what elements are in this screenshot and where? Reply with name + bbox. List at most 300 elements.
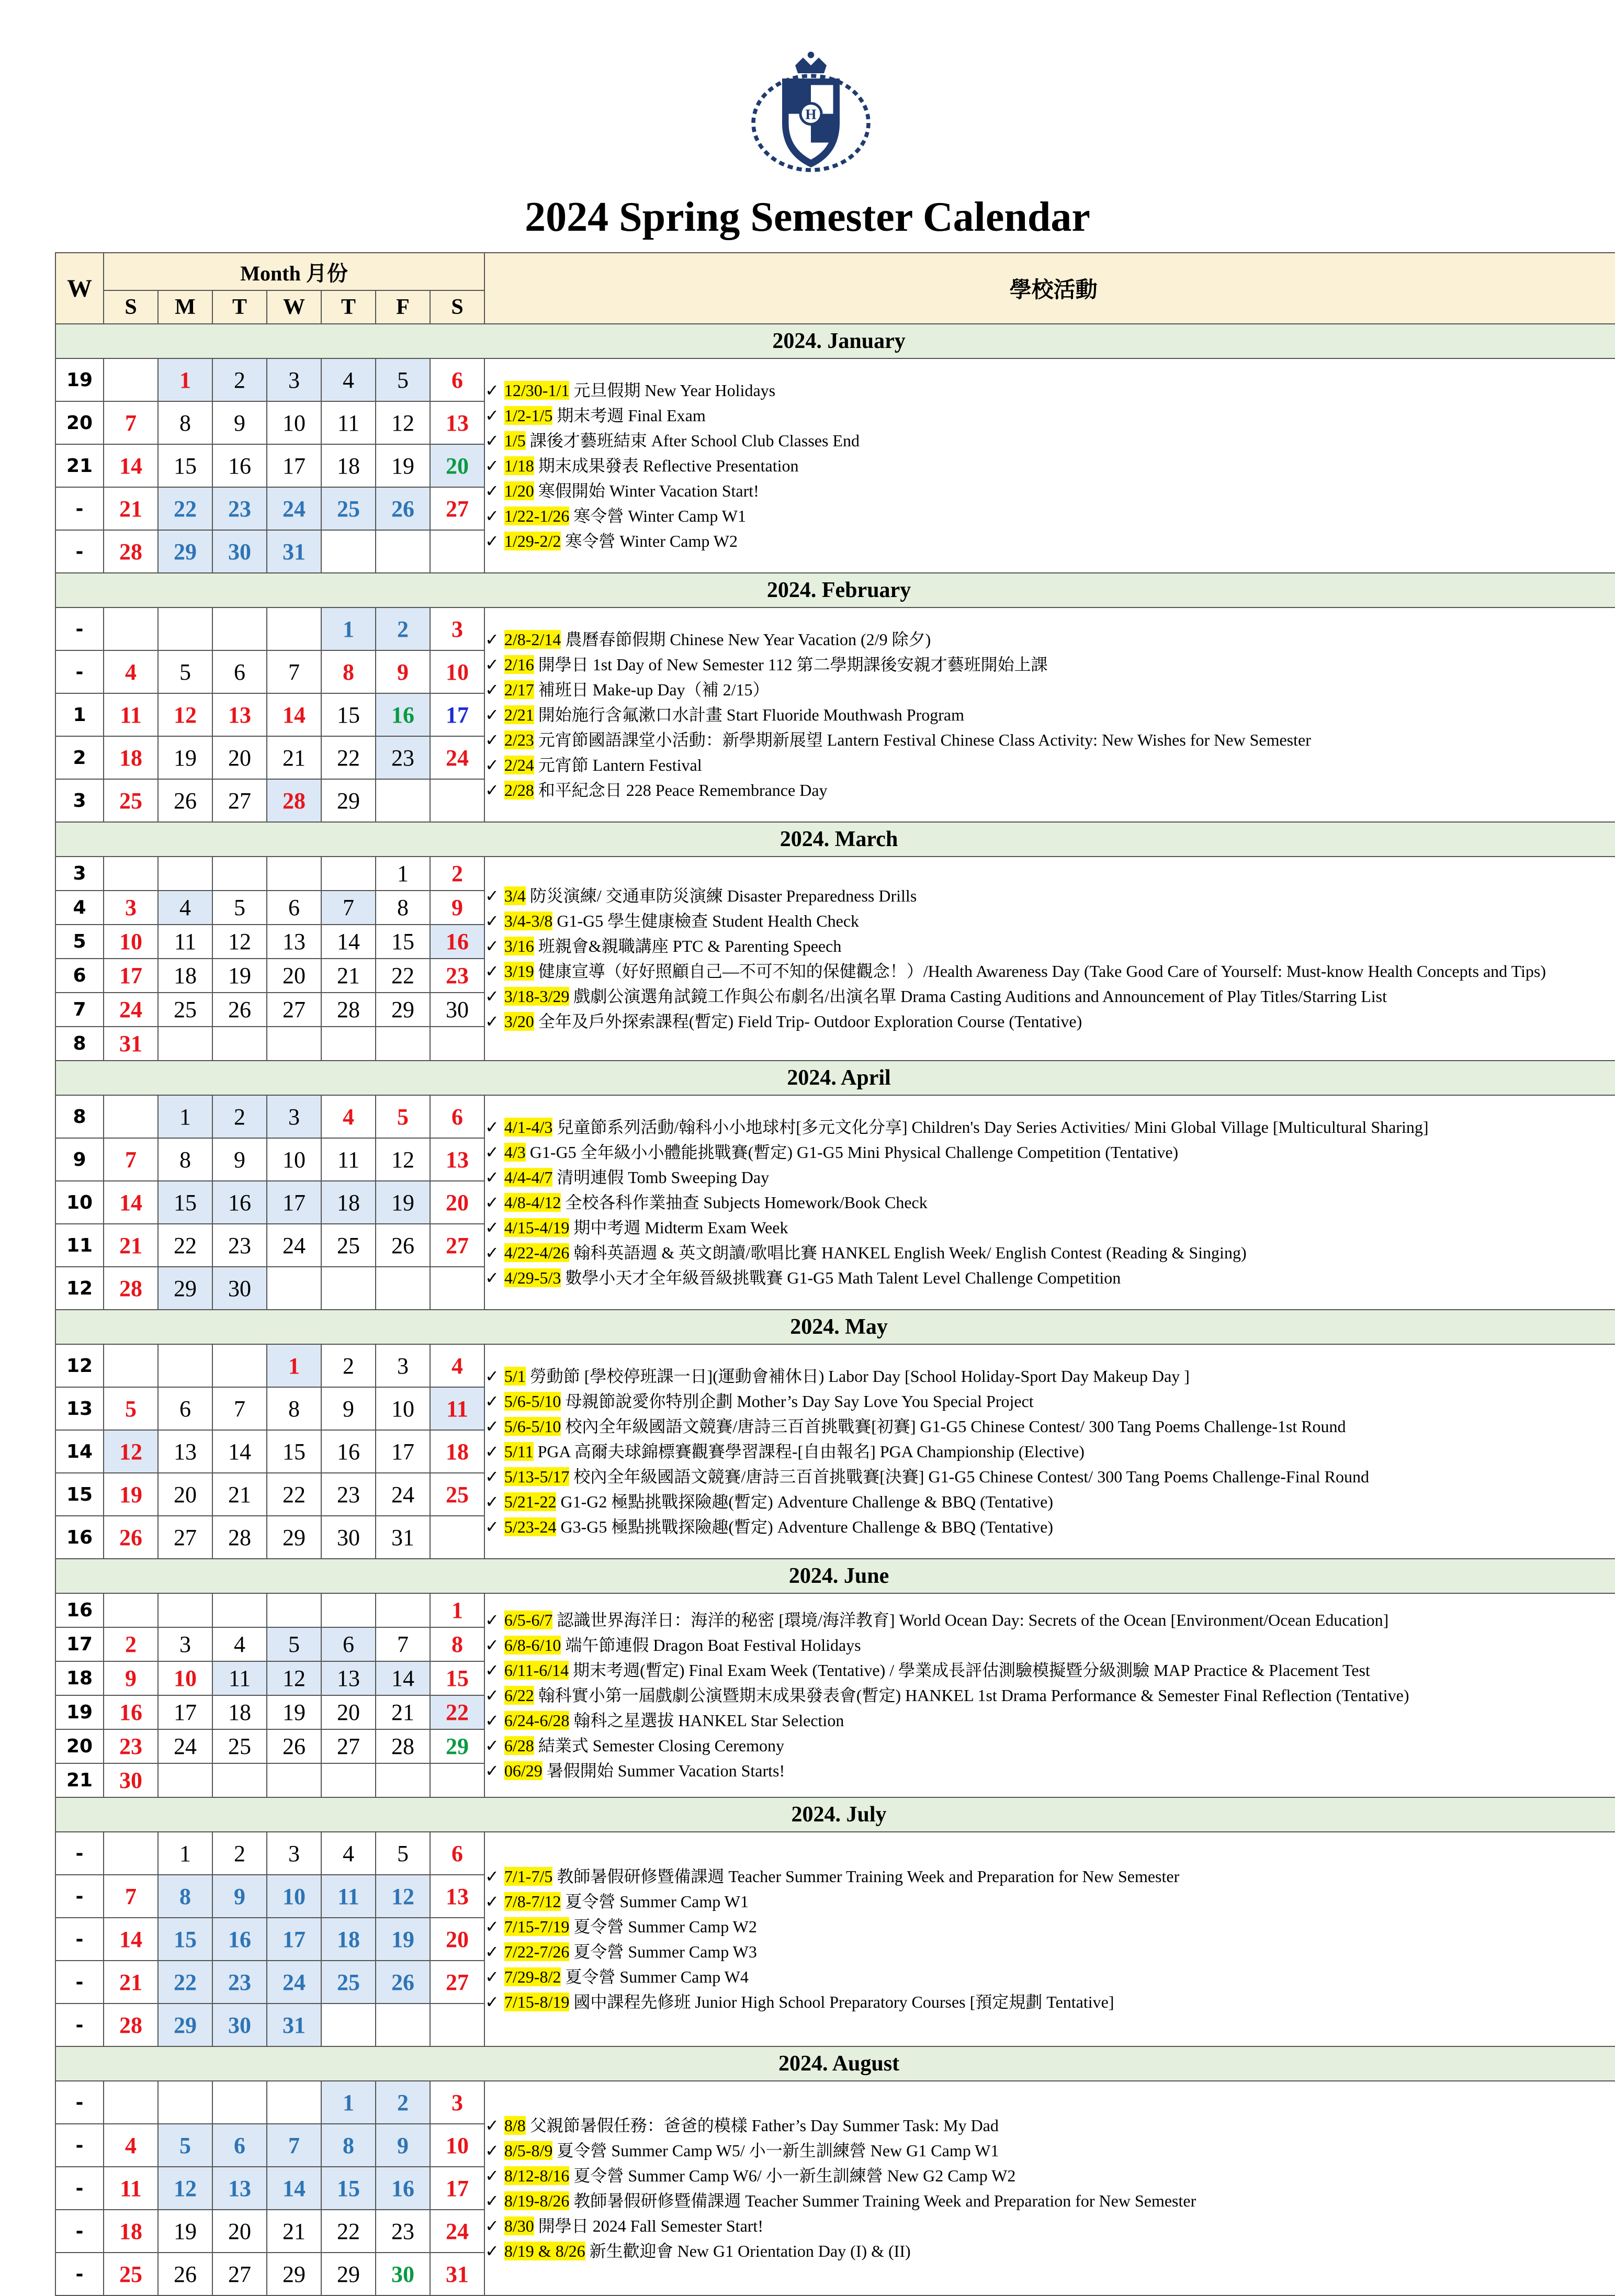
day-cell <box>321 1763 376 1797</box>
activity-text: 校內全年級國語文競賽/唐詩三百首挑戰賽[初賽] G1-G5 Chinese Contest/ 300 Tang Poems Challenge-1st Round <box>565 1417 1346 1436</box>
day-cell: 20 <box>158 1473 212 1516</box>
day-cell: 26 <box>376 1224 430 1267</box>
activities-cell <box>484 857 1615 1061</box>
day-cell: 2 <box>321 1344 376 1387</box>
activity-date: 7/15-8/19 <box>504 1993 570 2011</box>
day-cell <box>212 1763 267 1797</box>
activity-item <box>485 2188 1615 2213</box>
activity-item <box>485 403 1615 428</box>
day-cell: 26 <box>376 1961 430 2004</box>
activity-date: 2/24 <box>504 756 534 774</box>
activity-date: 4/4-4/7 <box>504 1168 553 1187</box>
activity-text: 期末成果發表 Reflective Presentation <box>538 456 799 475</box>
activity-item <box>485 702 1615 727</box>
activity-date: 8/12-8/16 <box>504 2166 570 2185</box>
day-cell: 4 <box>104 650 158 693</box>
day-cell: 1 <box>321 607 376 650</box>
day-cell: 16 <box>430 925 484 959</box>
activity-text: 寒令營 Winter Camp W2 <box>565 532 738 550</box>
activity-text: 結業式 Semester Closing Ceremony <box>538 1736 784 1755</box>
activity-date: 8/5-8/9 <box>504 2141 553 2160</box>
month-header-row <box>55 1061 1615 1095</box>
check-icon: ✓ <box>485 2115 499 2135</box>
day-cell <box>267 2081 321 2124</box>
day-cell: 7 <box>104 1875 158 1918</box>
day-cell <box>267 1763 321 1797</box>
activity-text: 補班日 Make-up Day（補 2/15） <box>538 680 770 699</box>
day-cell: 1 <box>321 2081 376 2124</box>
day-cell: 3 <box>104 891 158 925</box>
activity-text: 開學日 2024 Fall Semester Start! <box>538 2216 763 2235</box>
activity-date: 6/24-6/28 <box>504 1711 570 1730</box>
week-number: 1 <box>55 693 104 736</box>
check-icon: ✓ <box>485 1660 499 1680</box>
week-row <box>55 857 1615 891</box>
day-cell: 31 <box>376 1516 430 1559</box>
day-cell: 22 <box>321 736 376 779</box>
activity-text: 教師暑假研修暨備課週 Teacher Summer Training Week and Preparation for New Semester <box>557 1867 1180 1886</box>
activity-text: 夏令營 Summer Camp W6/ 小一新生訓練營 New G2 Camp W2 <box>573 2166 1016 2185</box>
day-cell: 19 <box>376 1181 430 1224</box>
activity-text: 全年及戶外探索課程(暫定) Field Trip- Outdoor Exploration Course (Tentative) <box>538 1012 1082 1031</box>
day-cell: 8 <box>321 650 376 693</box>
day-cell: 7 <box>212 1387 267 1430</box>
activity-date: 1/2-1/5 <box>504 406 553 425</box>
week-number: - <box>55 530 104 573</box>
check-icon: ✓ <box>485 780 499 800</box>
day-cell <box>212 607 267 650</box>
check-icon: ✓ <box>485 2141 499 2160</box>
day-cell: 22 <box>430 1695 484 1729</box>
day-cell <box>158 1593 212 1627</box>
activity-date: 5/13-5/17 <box>504 1467 570 1486</box>
day-cell: 2 <box>376 607 430 650</box>
check-icon: ✓ <box>485 2191 499 2211</box>
activity-list <box>485 1364 1615 1539</box>
day-cell: 12 <box>267 1661 321 1695</box>
activity-item <box>485 503 1615 528</box>
week-number: 3 <box>55 779 104 822</box>
activity-item <box>485 378 1615 403</box>
day-cell: 21 <box>376 1695 430 1729</box>
activity-item <box>485 478 1615 503</box>
day-cell: 4 <box>321 358 376 401</box>
week-number: 14 <box>55 1430 104 1473</box>
activity-item <box>485 528 1615 554</box>
day-cell: 2 <box>212 1832 267 1875</box>
day-cell: 8 <box>158 1875 212 1918</box>
day-cell: 8 <box>267 1387 321 1430</box>
week-number: 21 <box>55 444 104 487</box>
check-icon: ✓ <box>485 2241 499 2261</box>
day-header-wed: W <box>267 290 321 324</box>
week-number: - <box>55 1875 104 1918</box>
day-cell: 6 <box>212 650 267 693</box>
activity-list <box>485 627 1615 803</box>
check-icon: ✓ <box>485 755 499 775</box>
activity-item <box>485 1633 1615 1658</box>
activity-item <box>485 778 1615 803</box>
activity-text: 清明連假 Tomb Sweeping Day <box>557 1168 770 1187</box>
day-cell: 21 <box>104 1224 158 1267</box>
week-number: - <box>55 2004 104 2046</box>
week-number: - <box>55 607 104 650</box>
day-cell: 2 <box>104 1627 158 1661</box>
day-cell: 30 <box>321 1516 376 1559</box>
activity-text: 夏令營 Summer Camp W4 <box>565 1967 749 1986</box>
day-cell: 11 <box>104 693 158 736</box>
day-cell: 2 <box>376 2081 430 2124</box>
day-cell: 7 <box>321 891 376 925</box>
day-cell: 20 <box>267 959 321 993</box>
day-cell: 30 <box>104 1763 158 1797</box>
day-cell: 9 <box>376 2124 430 2167</box>
activity-item <box>485 1190 1615 1215</box>
day-cell <box>267 1027 321 1061</box>
day-cell: 1 <box>158 1832 212 1875</box>
week-number: - <box>55 2124 104 2167</box>
day-cell: 16 <box>212 1918 267 1961</box>
day-cell <box>212 857 267 891</box>
activity-date: 3/18-3/29 <box>504 987 570 1006</box>
activities-cell <box>484 1593 1615 1797</box>
day-cell: 15 <box>158 1918 212 1961</box>
day-cell: 28 <box>212 1516 267 1559</box>
day-cell: 18 <box>212 1695 267 1729</box>
day-cell: 20 <box>430 444 484 487</box>
check-icon: ✓ <box>485 1892 499 1911</box>
activity-text: PGA 高爾夫球錦標賽觀賽學習課程-[自由報名] PGA Championship (Elective) <box>537 1442 1085 1461</box>
activity-text: 防災演練/ 交通車防災演練 Disaster Preparedness Drills <box>529 886 917 905</box>
day-cell <box>158 607 212 650</box>
day-cell: 27 <box>212 2253 267 2295</box>
activity-date: 8/19 & 8/26 <box>504 2242 585 2260</box>
day-cell: 27 <box>430 487 484 530</box>
day-cell: 24 <box>267 1224 321 1267</box>
week-number: 12 <box>55 1344 104 1387</box>
day-cell: 22 <box>158 1961 212 2004</box>
activities-cell <box>484 2081 1615 2295</box>
day-cell: 18 <box>321 444 376 487</box>
day-cell: 12 <box>158 2167 212 2210</box>
activity-item <box>485 933 1615 959</box>
day-cell: 7 <box>104 401 158 444</box>
week-number: 17 <box>55 1627 104 1661</box>
day-cell: 29 <box>321 2253 376 2295</box>
week-row <box>55 2081 1615 2124</box>
day-cell: 14 <box>321 925 376 959</box>
day-cell: 30 <box>212 2004 267 2046</box>
activity-item <box>485 1389 1615 1414</box>
day-cell: 21 <box>104 487 158 530</box>
day-cell: 13 <box>212 2167 267 2210</box>
check-icon: ✓ <box>485 655 499 674</box>
day-cell: 5 <box>104 1387 158 1430</box>
day-cell <box>212 1344 267 1387</box>
check-icon: ✓ <box>485 1610 499 1630</box>
activity-text: 農曆春節假期 Chinese New Year Vacation (2/9 除夕) <box>565 630 931 649</box>
day-cell: 2 <box>430 857 484 891</box>
activity-item <box>485 1514 1615 1539</box>
week-row <box>55 1832 1615 1875</box>
activity-text: 翰科之星選拔 HANKEL Star Selection <box>573 1711 844 1730</box>
day-cell: 1 <box>158 358 212 401</box>
day-cell: 22 <box>158 487 212 530</box>
week-number: - <box>55 487 104 530</box>
activity-date: 8/30 <box>504 2216 534 2235</box>
day-cell: 14 <box>267 2167 321 2210</box>
activity-date: 3/4-3/8 <box>504 911 553 930</box>
day-cell: 18 <box>104 2210 158 2253</box>
activity-text: 和平紀念日 228 Peace Remembrance Day <box>538 781 828 800</box>
month-label: 2024. August <box>55 2046 1615 2081</box>
activity-text: 新生歡迎會 New G1 Orientation Day (I) & (II) <box>589 2242 911 2260</box>
day-cell: 29 <box>267 2253 321 2295</box>
activity-date: 2/23 <box>504 730 534 749</box>
day-cell: 24 <box>267 1961 321 2004</box>
day-cell: 9 <box>212 1875 267 1918</box>
day-cell: 21 <box>267 2210 321 2253</box>
svg-text:H: H <box>805 106 817 122</box>
day-cell: 9 <box>104 1661 158 1695</box>
activity-date: 5/11 <box>504 1442 534 1461</box>
day-cell: 15 <box>158 444 212 487</box>
check-icon: ✓ <box>485 506 499 526</box>
day-cell <box>321 2004 376 2046</box>
activity-date: 3/20 <box>504 1012 534 1031</box>
day-cell: 18 <box>321 1918 376 1961</box>
month-label: 2024. April <box>55 1061 1615 1095</box>
day-cell <box>430 1516 484 1559</box>
day-cell: 10 <box>267 401 321 444</box>
day-cell: 29 <box>158 1267 212 1310</box>
day-cell: 17 <box>158 1695 212 1729</box>
day-cell: 21 <box>267 736 321 779</box>
day-cell <box>267 1267 321 1310</box>
activity-text: 戲劇公演選角試鏡工作與公布劇名/出演名單 Drama Casting Auditions and Announcement of Play Titles/Starring List <box>573 987 1387 1006</box>
activity-item <box>485 1658 1615 1683</box>
activity-date: 2/16 <box>504 655 534 674</box>
day-cell: 23 <box>104 1729 158 1763</box>
day-cell <box>321 1267 376 1310</box>
day-cell: 12 <box>212 925 267 959</box>
activity-item <box>485 1989 1615 2014</box>
day-cell <box>158 1763 212 1797</box>
month-label: 2024. June <box>55 1559 1615 1593</box>
activity-item <box>485 1240 1615 1265</box>
day-cell: 7 <box>104 1138 158 1181</box>
month-header-row <box>55 1559 1615 1593</box>
day-cell: 23 <box>376 736 430 779</box>
activity-text: 校內全年級國語文競賽/唐詩三百首挑戰賽[決賽] G1-G5 Chinese Contest/ 300 Tang Poems Challenge-Final Round <box>573 1467 1369 1486</box>
week-number: 9 <box>55 1138 104 1181</box>
day-cell: 3 <box>430 2081 484 2124</box>
day-cell: 1 <box>267 1344 321 1387</box>
day-cell: 13 <box>158 1430 212 1473</box>
activity-date: 5/21-22 <box>504 1492 557 1511</box>
activity-list <box>485 883 1615 1034</box>
activity-text: 元宵節 Lantern Festival <box>538 756 702 774</box>
day-cell: 25 <box>321 1961 376 2004</box>
activity-item <box>485 1733 1615 1758</box>
activity-item <box>485 1009 1615 1034</box>
day-cell: 25 <box>104 779 158 822</box>
check-icon: ✓ <box>485 1442 499 1461</box>
check-icon: ✓ <box>485 1942 499 1962</box>
week-number: 16 <box>55 1593 104 1627</box>
day-cell: 27 <box>158 1516 212 1559</box>
day-cell: 27 <box>430 1961 484 2004</box>
activity-text: 夏令營 Summer Camp W2 <box>573 1917 757 1936</box>
day-cell <box>430 1267 484 1310</box>
check-icon: ✓ <box>485 1192 499 1212</box>
day-cell: 21 <box>212 1473 267 1516</box>
day-cell: 25 <box>321 1224 376 1267</box>
activity-text: 母親節說愛你特別企劃 Mother’s Day Say Love You Special Project <box>565 1392 1034 1411</box>
day-cell: 23 <box>212 487 267 530</box>
activity-text: 教師暑假研修暨備課週 Teacher Summer Training Week and Preparation for New Semester <box>573 2191 1196 2210</box>
calendar-header <box>55 253 1615 324</box>
day-cell: 13 <box>212 693 267 736</box>
day-header-tue: T <box>212 290 267 324</box>
day-cell: 9 <box>212 1138 267 1181</box>
day-cell: 26 <box>267 1729 321 1763</box>
activity-date: 7/15-7/19 <box>504 1917 570 1936</box>
day-cell: 17 <box>430 693 484 736</box>
calendar-body <box>55 324 1615 2295</box>
activity-date: 6/28 <box>504 1736 534 1755</box>
day-cell: 17 <box>267 1918 321 1961</box>
day-cell: 14 <box>212 1430 267 1473</box>
day-cell <box>321 530 376 573</box>
day-cell <box>158 2081 212 2124</box>
day-cell: 30 <box>430 993 484 1027</box>
day-cell: 4 <box>321 1832 376 1875</box>
day-cell <box>212 2081 267 2124</box>
day-cell: 5 <box>376 1095 430 1138</box>
activity-list <box>485 1115 1615 1290</box>
activities-column-header: 學校活動 <box>484 253 1615 324</box>
day-header-sat: S <box>430 290 484 324</box>
day-cell <box>430 2004 484 2046</box>
week-number: - <box>55 1918 104 1961</box>
day-cell: 24 <box>376 1473 430 1516</box>
check-icon: ✓ <box>485 1243 499 1263</box>
day-cell <box>104 1593 158 1627</box>
check-icon: ✓ <box>485 680 499 700</box>
day-cell: 3 <box>430 607 484 650</box>
week-number: 11 <box>55 1224 104 1267</box>
week-number: - <box>55 2210 104 2253</box>
check-icon: ✓ <box>485 1917 499 1937</box>
week-number: 19 <box>55 358 104 401</box>
week-number: 16 <box>55 1516 104 1559</box>
day-cell <box>267 1593 321 1627</box>
day-cell: 21 <box>321 959 376 993</box>
day-cell: 27 <box>267 993 321 1027</box>
activity-text: 期末考週(暫定) Final Exam Week (Tentative) / 學業成長評估測驗模擬暨分級測驗 MAP Practice & Placement Test <box>573 1661 1370 1680</box>
day-cell: 19 <box>267 1695 321 1729</box>
day-header-mon: M <box>158 290 212 324</box>
week-number: 10 <box>55 1181 104 1224</box>
activity-item <box>485 1864 1615 1889</box>
activity-list <box>485 1607 1615 1783</box>
day-cell: 25 <box>212 1729 267 1763</box>
activity-list <box>485 378 1615 554</box>
day-cell: 10 <box>430 650 484 693</box>
day-cell: 15 <box>321 2167 376 2210</box>
day-cell: 18 <box>104 736 158 779</box>
activity-date: 2/17 <box>504 680 534 699</box>
day-cell: 14 <box>104 1918 158 1961</box>
day-cell: 14 <box>104 1181 158 1224</box>
day-cell: 4 <box>104 2124 158 2167</box>
day-cell: 3 <box>376 1344 430 1387</box>
day-cell: 10 <box>158 1661 212 1695</box>
day-cell: 28 <box>104 2004 158 2046</box>
activities-cell <box>484 1344 1615 1559</box>
activity-item <box>485 1914 1615 1939</box>
activity-text: 健康宣導（好好照顧自己—不可不知的保健觀念！）/Health Awareness Day (Take Good Care of Yourself: Must-know Health Concepts and Tips) <box>538 962 1546 981</box>
day-cell <box>376 530 430 573</box>
check-icon: ✓ <box>485 986 499 1006</box>
day-cell: 25 <box>321 487 376 530</box>
activity-item <box>485 2138 1615 2163</box>
activity-text: 夏令營 Summer Camp W1 <box>565 1892 749 1911</box>
activity-text: 父親節暑假任務：爸爸的模樣 Father’s Day Summer Task: My Dad <box>529 2116 999 2135</box>
activity-text: 認識世界海洋日：海洋的秘密 [環境/海洋教育] World Ocean Day: Secrets of the Ocean [Environment/Ocean Education] <box>557 1611 1389 1629</box>
day-cell: 20 <box>212 736 267 779</box>
activity-date: 5/1 <box>504 1367 526 1386</box>
day-cell: 11 <box>321 401 376 444</box>
day-cell: 31 <box>104 1027 158 1061</box>
activity-item <box>485 2163 1615 2188</box>
week-number: 8 <box>55 1027 104 1061</box>
activity-text: 兒童節系列活動/翰科小小地球村[多元文化分享] Children's Day Series Activities/ Mini Global Village [Multicultural Sharing] <box>557 1118 1429 1136</box>
check-icon: ✓ <box>485 1117 499 1137</box>
month-label: 2024. February <box>55 573 1615 607</box>
day-cell: 29 <box>158 530 212 573</box>
day-cell: 26 <box>104 1516 158 1559</box>
day-header-fri: F <box>376 290 430 324</box>
day-cell: 10 <box>267 1138 321 1181</box>
day-cell <box>104 1832 158 1875</box>
activity-item <box>485 959 1615 984</box>
week-number: - <box>55 1832 104 1875</box>
week-number: - <box>55 2081 104 2124</box>
activity-text: 課後才藝班結束 After School Club Classes End <box>529 431 860 450</box>
activity-text: 期中考週 Midterm Exam Week <box>573 1218 788 1237</box>
day-cell <box>430 1027 484 1061</box>
activity-list <box>485 1864 1615 2014</box>
activity-item <box>485 2113 1615 2138</box>
day-cell: 18 <box>158 959 212 993</box>
check-icon: ✓ <box>485 911 499 931</box>
activity-item <box>485 908 1615 933</box>
week-row <box>55 607 1615 650</box>
day-cell: 9 <box>321 1387 376 1430</box>
day-cell: 23 <box>321 1473 376 1516</box>
day-cell: 16 <box>376 2167 430 2210</box>
activity-text: 翰科英語週 & 英文朗讀/歌唱比賽 HANKEL English Week/ English Contest (Reading & Singing) <box>573 1243 1247 1262</box>
day-cell: 6 <box>430 1832 484 1875</box>
week-number: - <box>55 2253 104 2295</box>
day-cell: 11 <box>212 1661 267 1695</box>
activity-date: 3/16 <box>504 937 534 955</box>
activities-cell <box>484 607 1615 822</box>
day-cell <box>212 1027 267 1061</box>
day-cell <box>430 779 484 822</box>
